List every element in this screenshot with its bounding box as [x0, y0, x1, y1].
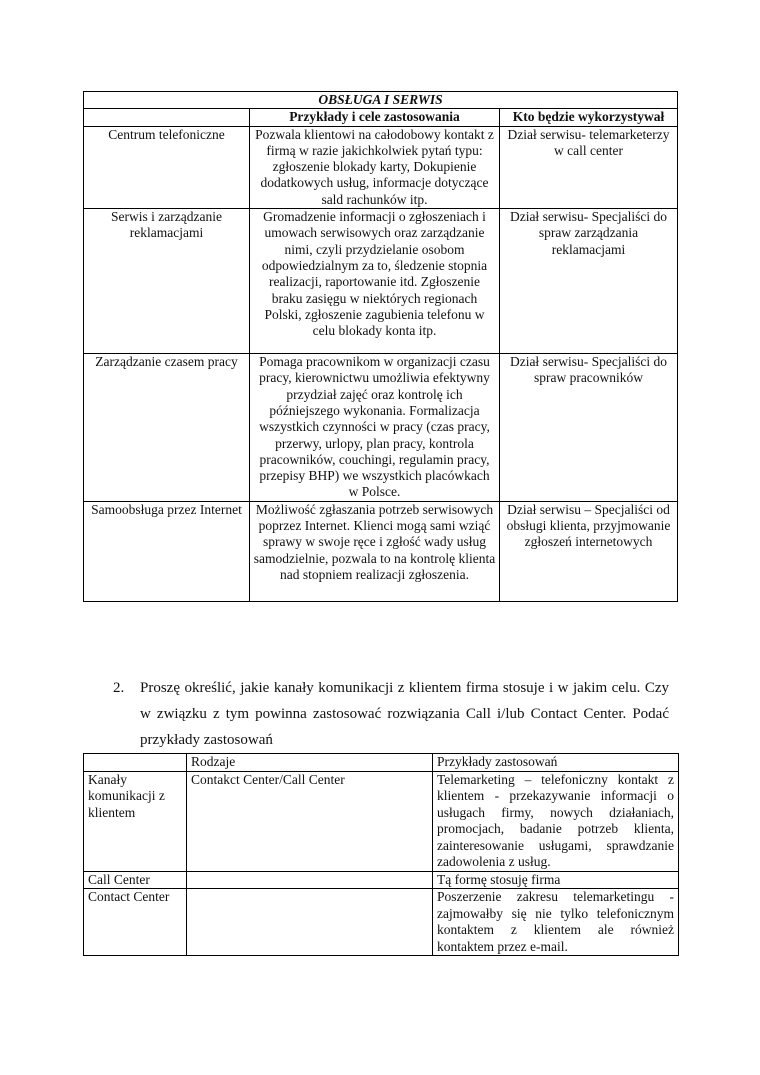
channels-table	[83, 753, 679, 956]
row-examples: Gromadzenie informacji o zgłoszeniach i umowach serwisowych oraz zarządzanie nimi, czyli przydzielanie osobom odpowiedzialnym za to, śledzenie stopnia realizacji, raportowanie itd. Zgłoszenie braku zasięgu w niektórych regionach Polski, zgłoszenie zagubienia telefonu w celu blokady konta itp.	[250, 209, 500, 354]
row-examples: Możliwość zgłaszania potrzeb serwisowych poprzez Internet. Klienci mogą sami wziąć sprawy w swoje ręce i zgłość wady usług samodzielnie, pozwala to na kontrolę klienta nad stopniem realizacji zgłoszenia.	[250, 501, 500, 601]
row-users: Dział serwisu- Specjaliści do spraw zarządzania reklamacjami	[500, 209, 678, 354]
question-number: 2.	[113, 680, 125, 696]
row-users: Dział serwisu- telemarketerzy w call center	[500, 126, 678, 208]
row-name: Centrum telefoniczne	[84, 126, 250, 208]
table-header-row	[84, 754, 679, 772]
table-header-row	[84, 109, 678, 126]
row-channel: Kanały komunikacji z klientem	[84, 771, 187, 871]
row-name: Zarządzanie czasem pracy	[84, 354, 250, 502]
table-title: OBSŁUGA I SERWIS	[84, 92, 678, 109]
row-channel: Contact Center	[84, 889, 187, 956]
row-name: Samoobsługa przez Internet	[84, 501, 250, 601]
row-kind	[187, 871, 433, 889]
row-examples: Tą formę stosuję firma	[433, 871, 679, 889]
row-examples: Pozwala klientowi na całodobowy kontakt z firmą w razie jakichkolwiek pytań typu: zgłoszenie blokady karty, Dokupienie dodatkowych usług, informacje dotyczące sald rachunków itp.	[250, 126, 500, 208]
table-row	[84, 889, 679, 956]
question-text: Proszę określić, jakie kanały komunikacji z klientem firma stosuje i w jakim celu. Czy w związku z tym powinna zastosować rozwiązania Call i/lub Contact Center. Podać przykłady zastosowań	[140, 680, 669, 748]
header-cell-examples: Przykłady zastosowań	[433, 754, 679, 772]
row-users: Dział serwisu- Specjaliści do spraw pracowników	[500, 354, 678, 502]
row-users: Dział serwisu – Specjaliści od obsługi klienta, przyjmowanie zgłoszeń internetowych	[500, 501, 678, 601]
table-row	[84, 871, 679, 889]
table-row	[84, 209, 678, 354]
table-row	[84, 126, 678, 208]
header-cell-examples: Przykłady i cele zastosowania	[250, 109, 500, 126]
row-kind: Contakct Center/Call Center	[187, 771, 433, 871]
row-examples: Poszerzenie zakresu telemarketingu - zajmowałby się nie tylko telefonicznym kontaktem z klientem ale również kontaktem przez e-mail.	[433, 889, 679, 956]
header-cell-empty	[84, 754, 187, 772]
table-row	[84, 354, 678, 502]
header-cell-empty	[84, 109, 250, 126]
row-examples: Pomaga pracownikom w organizacji czasu pracy, kierownictwu umożliwia efektywny przydział zajęć oraz kontrolę ich późniejszego wykonania. Formalizacja wszystkich czynności w pracy (czas pracy, przerwy, urlopy, plan pracy, kontrola pracowników, couchingi, regulamin pracy, przepisy BHP) we wszystkich placówkach w Polsce.	[250, 354, 500, 502]
header-cell-users: Kto będzie wykorzystywał	[500, 109, 678, 126]
table-title-row	[84, 92, 678, 109]
table-row	[84, 501, 678, 601]
row-kind	[187, 889, 433, 956]
header-cell-kinds: Rodzaje	[187, 754, 433, 772]
question-paragraph	[113, 675, 669, 753]
row-examples: Telemarketing – telefoniczny kontakt z klientem - przekazywanie informacji o usługach firmy, nowych działaniach, promocjach, badanie potrzeb klienta, zainteresowanie usługami, sprawdzanie zadowolenia z usług.	[433, 771, 679, 871]
table-row	[84, 771, 679, 871]
row-name: Serwis i zarządzanie reklamacjami	[84, 209, 250, 354]
row-channel: Call Center	[84, 871, 187, 889]
service-table	[83, 91, 678, 602]
